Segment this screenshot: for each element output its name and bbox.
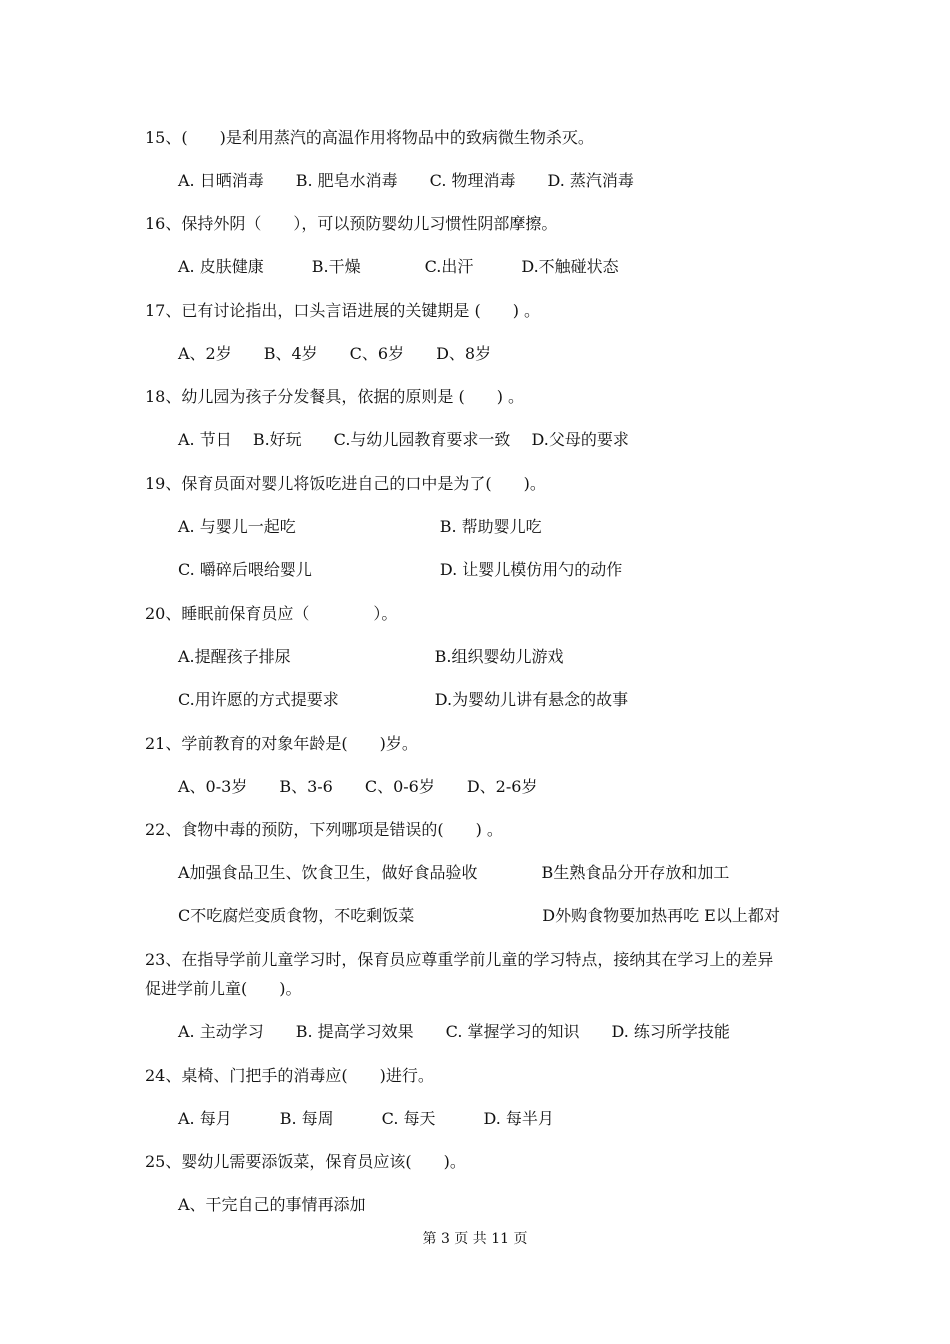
page-footer: 第 3 页 共 11 页: [422, 1231, 528, 1247]
question-text: 23、在指导学前儿童学习时，保育员应尊重学前儿童的学习特点，接纳其在学习上的差异: [145, 950, 774, 969]
question-options: A.提醒孩子排尿 B.组织婴幼儿游戏: [178, 647, 564, 666]
question-options: A、2岁 B、4岁 C、6岁 D、8岁: [178, 344, 492, 363]
question-text: 25、婴幼儿需要添饭菜，保育员应该( )。: [145, 1152, 466, 1171]
question-text: 21、学前教育的对象年龄是( )岁。: [145, 734, 418, 753]
question-options: C不吃腐烂变质食物，不吃剩饭菜 D外购食物要加热再吃 E以上都对: [178, 906, 780, 925]
question-text: 24、桌椅、门把手的消毒应( )进行。: [145, 1066, 434, 1085]
question-options: A加强食品卫生、饮食卫生，做好食品验收 B生熟食品分开存放和加工: [178, 863, 730, 882]
question-text: 19、保育员面对婴儿将饭吃进自己的口中是为了( )。: [145, 474, 546, 493]
question-options: A. 日晒消毒 B. 肥皂水消毒 C. 物理消毒 D. 蒸汽消毒: [178, 171, 634, 190]
question-text: 16、保持外阴（ ），可以预防婴幼儿习惯性阴部摩擦。: [145, 214, 558, 233]
question-options: C.用许愿的方式提要求 D.为婴幼儿讲有悬念的故事: [178, 690, 629, 709]
question-options: A. 主动学习 B. 提高学习效果 C. 掌握学习的知识 D. 练习所学技能: [178, 1022, 730, 1041]
question-options: A、0-3岁 B、3-6 C、0-6岁 D、2-6岁: [178, 777, 538, 796]
question-text: 18、幼儿园为孩子分发餐具，依据的原则是 ( ) 。: [145, 387, 525, 406]
question-text: 17、已有讨论指出，口头言语进展的关键期是 ( ) 。: [145, 301, 541, 320]
question-options: C. 嚼碎后喂给婴儿 D. 让婴儿模仿用勺的动作: [178, 560, 623, 579]
question-text: 22、食物中毒的预防，下列哪项是错误的( ) 。: [145, 820, 503, 839]
question-options: A. 皮肤健康 B.干燥 C.出汗 D.不触碰状态: [178, 257, 619, 276]
question-options: A. 与婴儿一起吃 B. 帮助婴儿吃: [178, 517, 542, 536]
question-text: 促进学前儿童( )。: [145, 979, 302, 998]
question-text: 20、睡眠前保育员应（ ）。: [145, 604, 398, 623]
question-options: A、干完自己的事情再添加: [178, 1195, 366, 1214]
question-options: A. 每月 B. 每周 C. 每天 D. 每半月: [178, 1109, 554, 1128]
question-options: A. 节日 B.好玩 C.与幼儿园教育要求一致 D.父母的要求: [178, 430, 629, 449]
question-text: 15、( )是利用蒸汽的高温作用将物品中的致病微生物杀灭。: [145, 128, 594, 147]
